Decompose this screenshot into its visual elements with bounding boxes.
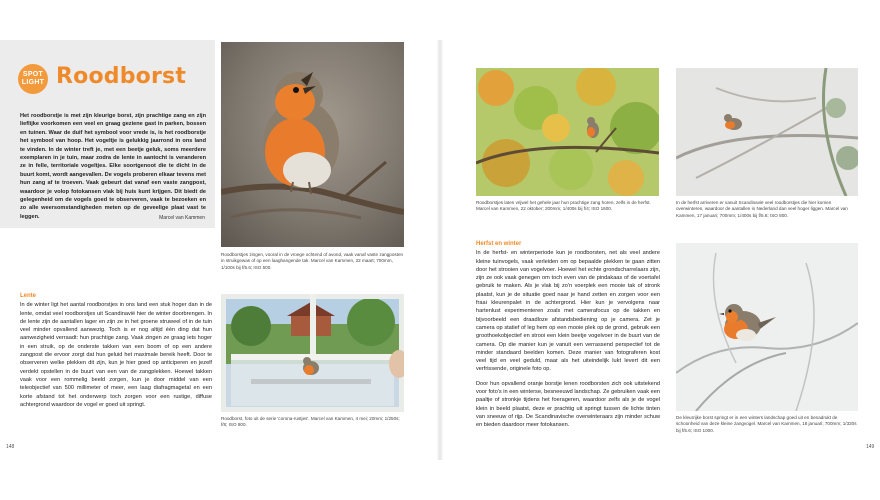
left-page bbox=[0, 40, 440, 460]
window-robin-image bbox=[221, 294, 404, 412]
page-number-left: 148 bbox=[6, 444, 15, 450]
book-gutter bbox=[437, 40, 443, 460]
photo5-caption: De kleurrijke borst springt er in een winters landschap goed uit en benadrukt de schoonheid van deze kleine zangvogel. Marcel van Kammen, 18 januari; 700mm; 1/320s bij f/5.6; ISO 1000. bbox=[676, 415, 857, 433]
photo3-caption: Roodborstjes laten vrijwel het gehele jaar hun prachtige zang horen, zelfs in de herfst. Marcel van Kammen, 22 oktober; 200mm; 1/400s bij f/4; ISO 1600. bbox=[476, 200, 651, 212]
robin-on-branch-image bbox=[221, 42, 404, 247]
photo-singing-robin bbox=[221, 42, 404, 247]
frost-robin-image bbox=[676, 68, 858, 196]
intro-box bbox=[0, 40, 215, 228]
spotlight-badge bbox=[18, 64, 48, 94]
photo2-caption: Roodborst, foto uit de serie 'corona-rustjes'. Marcel van Kammen, 4 mei; 20mm; 1/250s; f/8; ISO 800. bbox=[221, 416, 400, 428]
photo-snow-robin bbox=[676, 243, 858, 411]
photo1-caption: Roodborstjes zingen, vooral in de vroege ochtend of avond, vaak vanaf vaste zangposten in struikgewas of op een laaghangende tak. Marcel van Kammen, 22 maart; 700mm, 1/100s bij f/5.6; ISO 500. bbox=[221, 252, 404, 270]
lente-text: In de winter ligt het aantal roodborstjes in ons land een stuk hoger dan in de lente, omdat veel roodborstjes uit Scandinavië hier de winter doorbrengen. In de lente zijn de aantallen lager en zijn ze in het groene struweel of in de tuin veel minder opvallend aanwezig. Toch is er nog altijd één ding dat hun aanwezigheid verraadt: hun prachtige zang. Vaak zingen ze graag iets hoger in een struik, op de onderste takken van een boom of op een andere zangpost die ervoor zorgt dat hun geluid het maximale bereik heeft. Door te observeren welke plekken dit zijn, kun je hier goed op anticiperen en jezelf verdekt opstellen in de buurt van een van de zangplekken. Hoewel takken vaak voor een rommelig beeld zorgen, kun je door middel van een teleobjectief van 500 millimeter of meer, een laag diafragmagetal en een korte afstand tot het onderwerp toch zorgen voor een rustige, diffuse achtergrond waardoor de vogel er goed uit springt. bbox=[20, 302, 212, 408]
herfst-heading: Herfst en winter bbox=[476, 241, 522, 247]
badge-line-2: LIGHT bbox=[21, 79, 45, 86]
herfst-text-1: In de herfst- en winterperiode kun je roodborsten, net als veel andere kleine tuinvogels, vaak verleiden om op bepaalde plekken te gaan zitten door het strooien van vogelvoer. Hoewel het echte grondscharrelaars zijn, zijn ze ook vaak genegen om toch even van de pindakaas of de voertafel gebruik te maken. Als je vlak bij zo'n voerplek een mooie tak of stronk plaatst, kun je de situatie goed naar je hand zetten en zorgen voor een fraai kleurenpalet in de achtergrond. Hier kun je vervolgens naar hartenlust experimenteren zoals met camerafocus op de takken en bijvoorbeeld een draadloze afstandsbediening op je camera. Zet je camera op statief of leg hem op een mooie plek op de grond, gebruik een groothoekobjectief en strooi een klein beetje vogelvoer in de buurt van de camera. Op die manier kun je vanuit een verrassend perspectief tot de minder standaard beelden komen. Deze manier van fotograferen kost veel tijd en veel geduld, maar als het uiteindelijk lukt levert dit een verfrissende, originele foto op. bbox=[476, 250, 660, 373]
page-number-right: 149 bbox=[866, 444, 875, 450]
autumn-robin-image bbox=[476, 68, 659, 196]
intro-author: Marcel van Kammen bbox=[159, 215, 205, 221]
photo-autumn-robin bbox=[476, 68, 659, 196]
article-title: Roodborst bbox=[56, 64, 187, 89]
photo-frost-robin bbox=[676, 68, 858, 196]
lente-section bbox=[20, 292, 212, 409]
lente-heading: Lente bbox=[20, 293, 37, 299]
intro-text: Het roodborstje is met zijn kleurige borst, zijn prachtige zang en zijn lieflijke voorkomen een veel en graag geziene gast in parken, bossen en tuinen. Waar de duif het symbool voor vrede is, is het roodborstje het symbool van hoop. Het vogeltje is gelukkig jaarrond in ons land te vinden. In de winter treft je, met een beetje geluk, soms meerdere exemplaren in je tuin, maar zodra de lente in aantocht is veranderen ze in felle, territoriale vogeltjes. Elke soortgenoot die te dicht in de buurt komt, wordt aangevallen. De vogels proberen elkaar tevens met hun zang af te troeven. Vaak gebeurt dat vanaf een vaste zangpost, waardoor je volop fotokansen vlak bij huis kunt krijgen. Dit biedt de gelegenheid om de vogels goed te observeren, vaak te bezoeken en zo alle weersomstandigheden meten op de geveelige plaat vast te leggen. bbox=[20, 113, 206, 220]
herfst-text-2: Door hun opvallend oranje borstje lenen roodborsten zich ook uitstekend voor foto's in een wintersе, besneeuwd landschap. Ze gebruiken vaak een paaltje of stronkje tijdens het foerageren, waardoor zelfs als je de vogel klein in beeld plaatst, deze er prachtig uit springt tussen de lichte tinten van sneeuw of rijp. De Scandinavische overwinteraars zijn minder schuw en bieden daardoor meer fotokansen. bbox=[476, 380, 660, 429]
right-page bbox=[440, 40, 880, 460]
herfst-section bbox=[476, 240, 660, 436]
photo-window-robin bbox=[221, 294, 404, 412]
photo4-caption: In de herfst arriveren er vanuit Scandinavië veel roodborstjes die hier komen overwinteren, waardoor de aantallen in Nederland dan veel hoger liggen. Marcel van Kammen, 17 januari; 700mm; 1/400s bij f/5.6; ISO 800. bbox=[676, 200, 848, 218]
badge-line-1: SPOT bbox=[22, 71, 44, 78]
snow-robin-image bbox=[676, 243, 858, 411]
